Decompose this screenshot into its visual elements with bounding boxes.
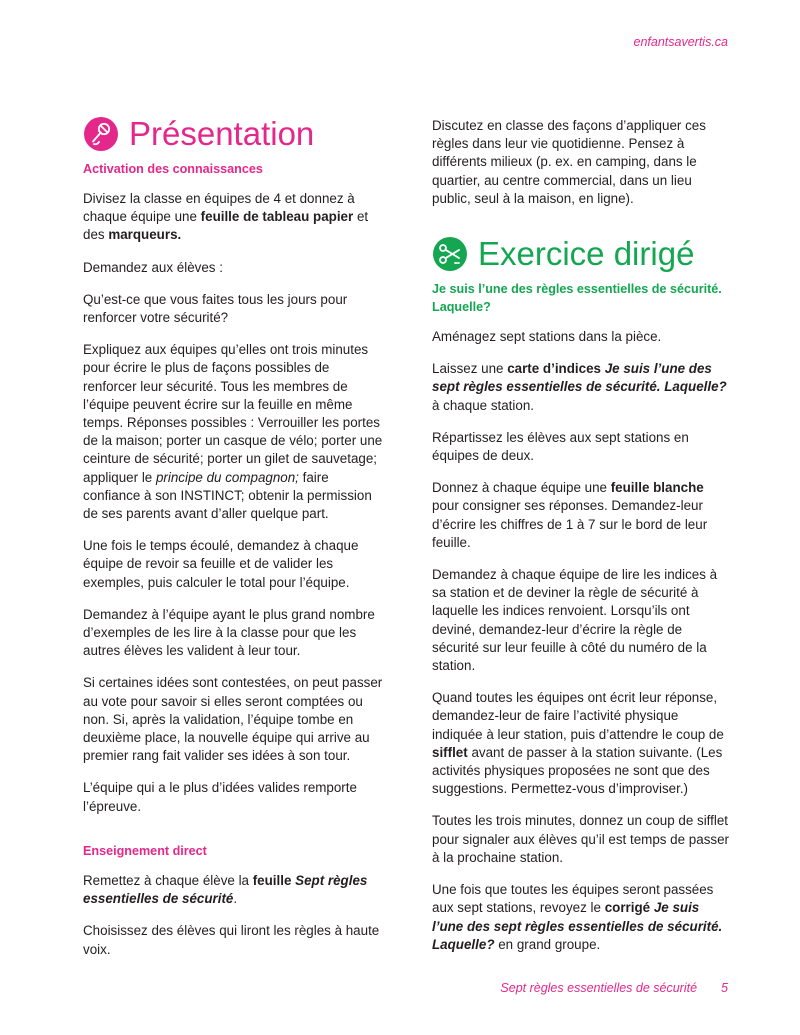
paragraph-whistle: Toutes les trois minutes, donnez un coup de sifflet pour signaler aux élèves qu’il est temps de passer à la prochaine station. [432, 813, 729, 865]
paragraph-clue-card: Laissez une carte d’indices Je suis l’une des sept règles essentielles de sécurité. Laquelle? à chaque station. [432, 361, 727, 413]
paragraph-activity: Quand toutes les équipes ont écrit leur réponse, demandez-leur de faire l’activité physique indiquée à leur station, puis d’attendre le coup de sifflet avant de passer à la station suivante. (Les activités physiques proposées ne sont que des suggestions. Permettez-vous d’improviser.) [432, 690, 724, 797]
paragraph-answer-key: Une fois que toutes les équipes seront passées aux sept stations, revoyez le corrigé Je suis l’une des sept règles essentielles de sécurité. Laquelle? en grand groupe. [432, 882, 723, 952]
paragraph-distribute: Répartissez les élèves aux sept stations en équipes de deux. [432, 429, 689, 464]
microphone-icon [83, 116, 119, 152]
paragraph-time-up: Une fois le temps écoulé, demandez à chaque équipe de revoir sa feuille et de valider les exemples, puis calculer le total pour l’équipe. [83, 538, 359, 590]
paragraph-winner: L’équipe qui a le plus d’idées valides remporte l’épreuve. [83, 780, 357, 814]
paragraph-explain: Expliquez aux équipes qu’elles ont trois minutes pour écrire le plus de façons possibles de renforcer leur sécurité. Tous les membres de l’équipe peuvent écrire sur la feuille en même temps. Réponses possibles : Verrouiller les portes de la maison; porter un casque de vélo; porter une ceinture de sécurité; porter un gilet de sauvetage; appliquer le principe du compagnon; faire confiance à son INSTINCT; obtenir la permission de ses parents avant d’aller quelque part. [83, 342, 383, 522]
paragraph-question: Qu’est-ce que vous faites tous les jours pour renforcer votre sécurité? [83, 291, 348, 326]
page-number: 5 [721, 981, 728, 995]
subhead-activation: Activation des connaissances [83, 162, 263, 176]
page-footer [500, 981, 728, 995]
left-column [83, 114, 383, 973]
paragraph-discuss: Discutez en classe des façons d’appliquer ces règles dans leur vie quotidienne. Pensez à différents milieux (p. ex. en camping, dans le quartier, au centre commercial, dans un lieu public, seul à la maison, en ligne). [432, 118, 706, 206]
paragraph-biggest-team: Demandez à l’équipe ayant le plus grand nombre d’exemples de les lire à la classe pour que les autres élèves les valident à leur tour. [83, 606, 375, 659]
subhead-which-rule: Je suis l’une des règles essentielles de sécurité. Laquelle? [432, 282, 722, 315]
presentation-header [83, 114, 383, 154]
paragraph-vote: Si certaines idées sont contestées, on peut passer au vote pour savoir si elles seront comptées ou non. Si, après la validation, l’équipe tombe en deuxième place, la nouvelle équipe qui arrive au premier rang fait valider ses idées à son tour. [83, 675, 383, 764]
presentation-title: Présentation [129, 115, 315, 152]
paragraph-handout: Remettez à chaque élève la feuille Sept règles essentielles de sécurité. [83, 872, 368, 907]
right-column [432, 117, 732, 968]
scissors-icon [432, 236, 468, 272]
paragraph-ask: Demandez aux élèves : [83, 259, 223, 275]
guided-exercise-header [432, 234, 732, 274]
subhead-direct-teaching: Enseignement direct [83, 843, 207, 858]
footer-title: Sept règles essentielles de sécurité [500, 981, 698, 995]
site-url: enfantsavertis.ca [633, 35, 728, 49]
paragraph-read-clues: Demandez à chaque équipe de lire les indices à sa station et de deviner la règle de sécurité à laquelle les indices renvoient. Lorsqu’ils ont deviné, demandez-leur d’écrire la règle de sécurité sur leur feuille à côté du numéro de la station. [432, 567, 718, 674]
paragraph-stations: Aménagez sept stations dans la pièce. [432, 329, 662, 345]
paragraph-teams: Divisez la classe en équipes de 4 et donnez à chaque équipe une feuille de tableau papier et des marqueurs. [83, 191, 369, 243]
paragraph-blank-sheet: Donnez à chaque équipe une feuille blanche pour consigner ses réponses. Demandez-leur d’écrire les chiffres de 1 à 7 sur le bord de leur feuille. [432, 480, 708, 550]
paragraph-readers: Choisissez des élèves qui liront les règles à haute voix. [83, 923, 380, 957]
guided-exercise-title: Exercice dirigé [478, 235, 695, 273]
